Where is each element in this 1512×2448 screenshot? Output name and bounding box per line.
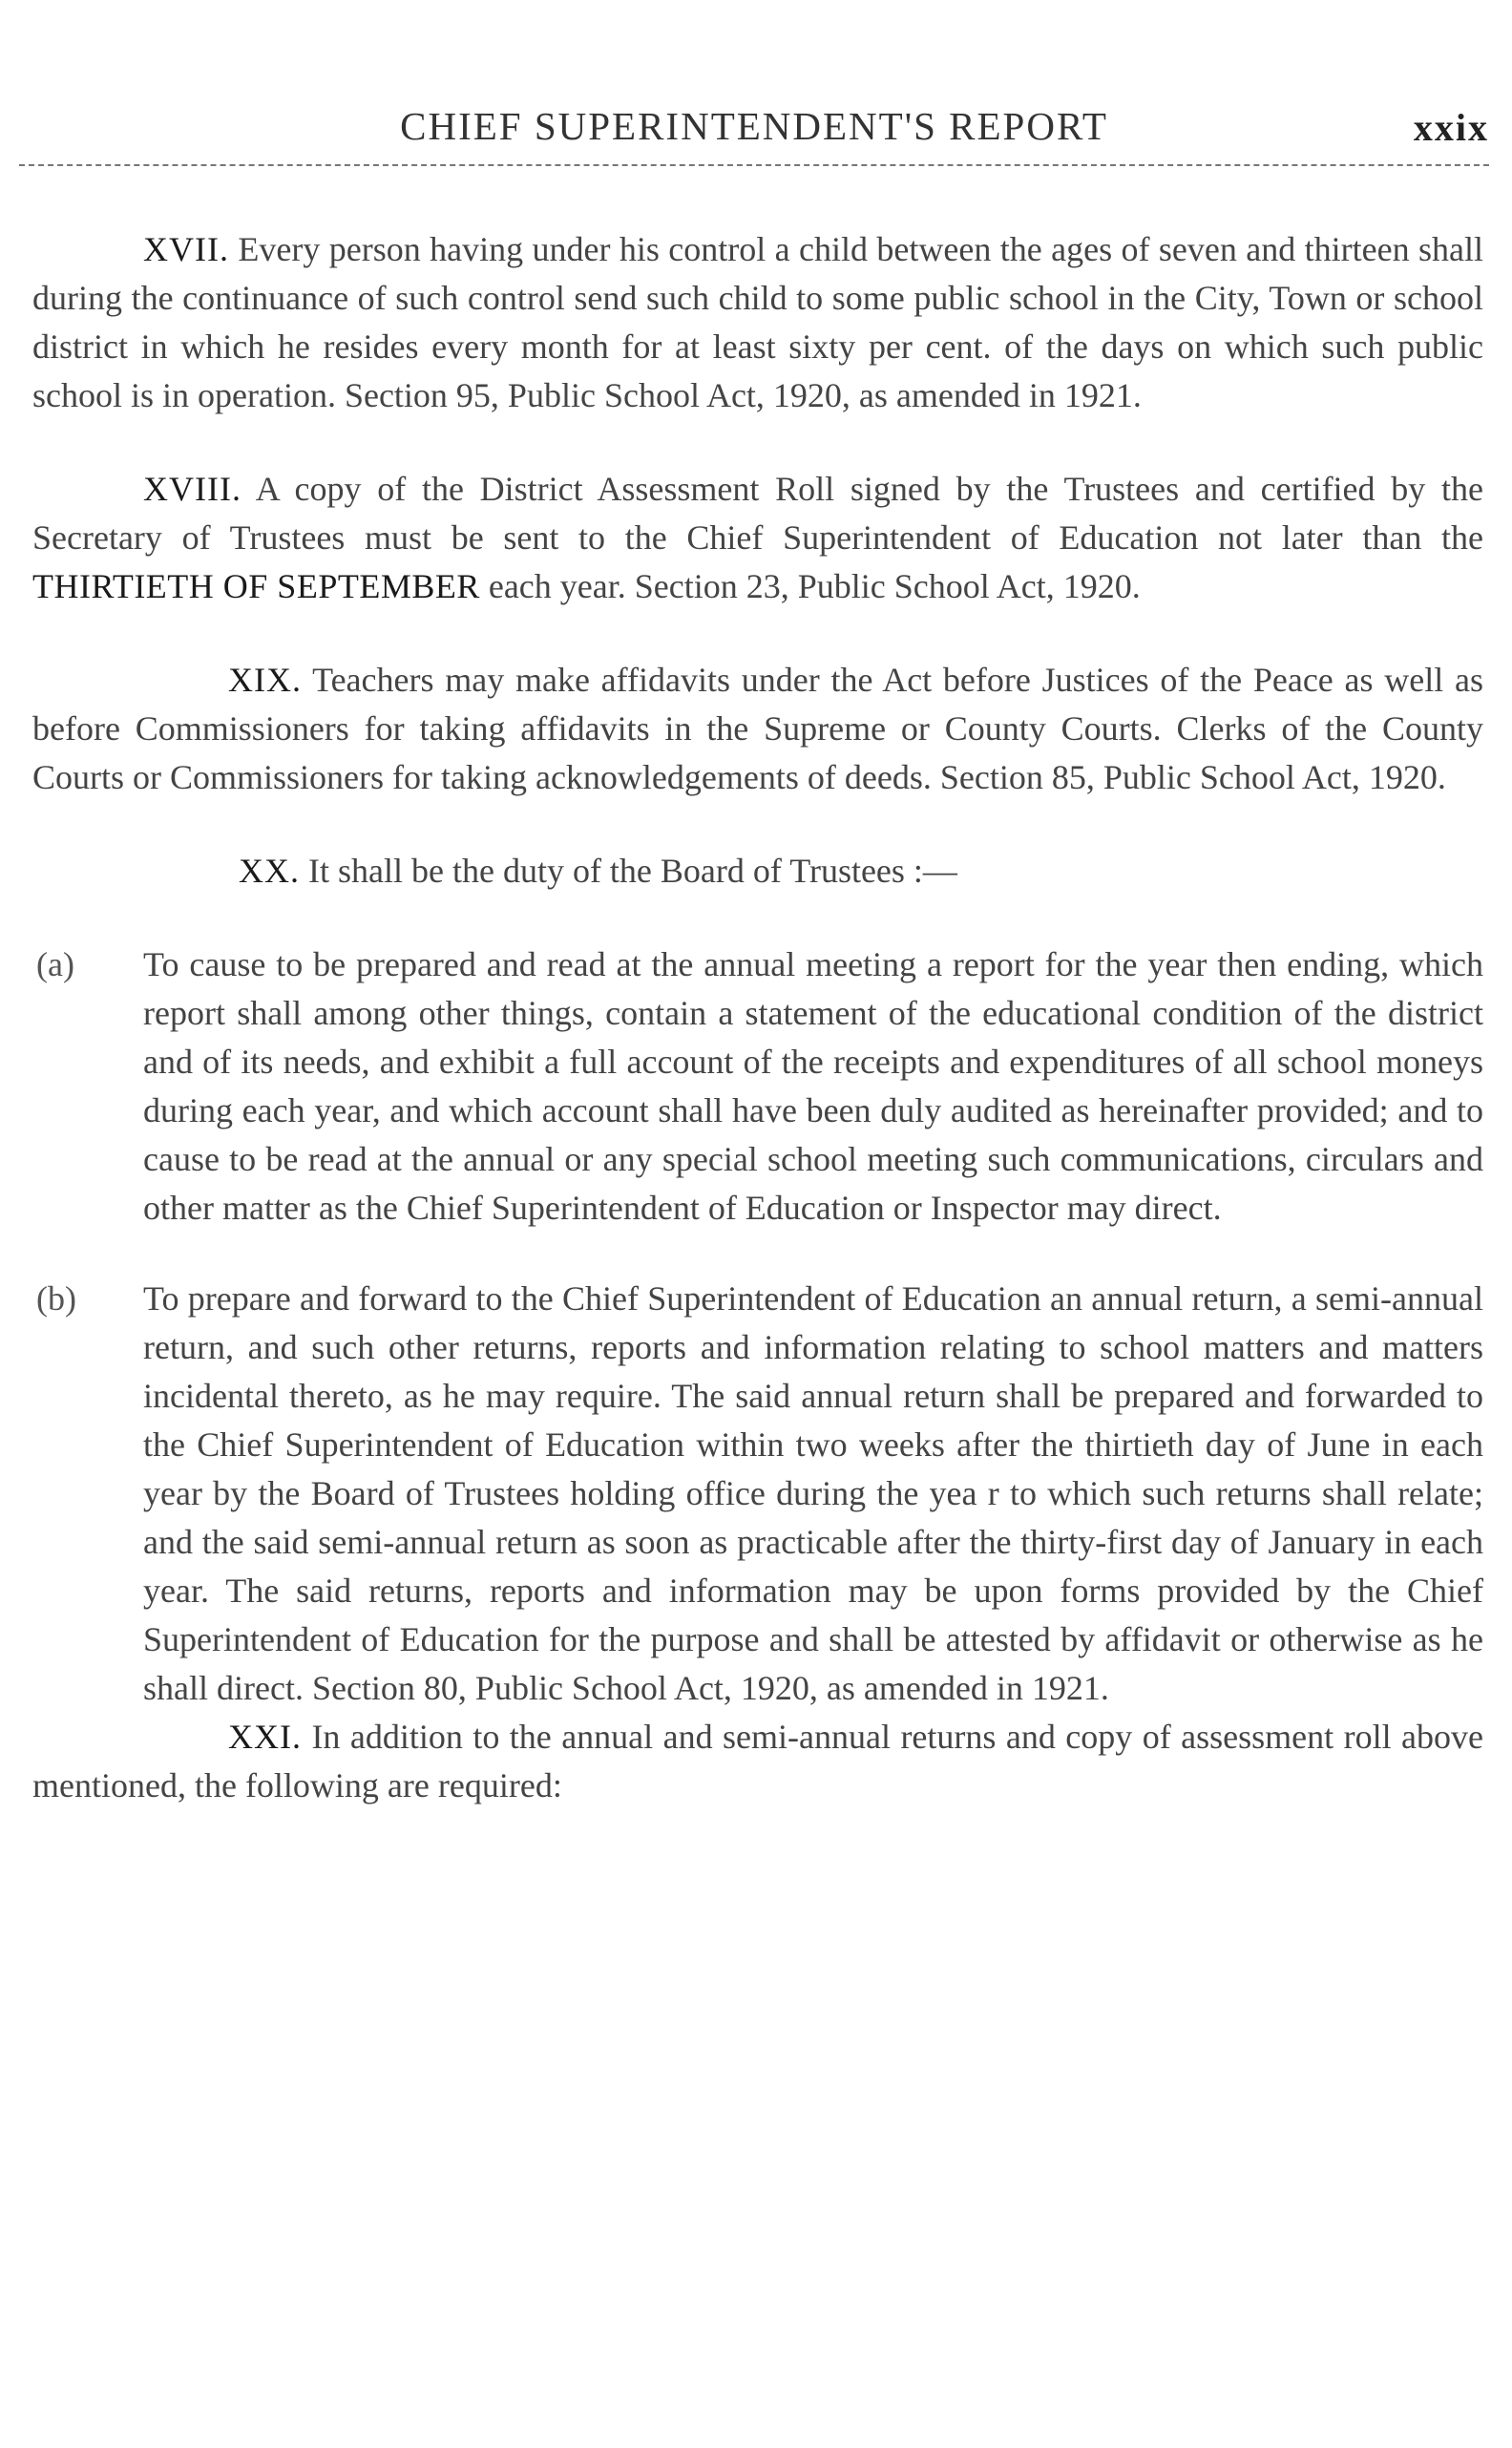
item-label: (b) (36, 1279, 76, 1318)
section-text: Teachers may make affidavits under the Act before Justices of the Peace as well as before Commissioners for taking affidavits in the Supreme or County Courts. Clerks of the County Courts or Commissioners for taking acknowledgements of deeds. Section 85, Public School Act, 1920. (32, 661, 1483, 796)
section-xx (32, 847, 1483, 896)
section-text: A copy of the District Assessment Roll signed by the Trustees and certified by the Secretary of Trustees must be sent to the Chief Superintendent of Education not later than the (32, 470, 1484, 557)
section-text-end: each year. Section 23, Public School Act, 1920. (479, 567, 1141, 605)
section-numeral: XVII. (143, 230, 229, 268)
section-text: It shall be the duty of the Board of Trustees :— (308, 852, 957, 890)
body-text (32, 225, 1483, 1810)
running-header (19, 103, 1489, 153)
header-rule (19, 164, 1489, 166)
section-text: Every person having under his control a child between the ages of seven and thirteen shall during the continuance of such control send such child to some public school in the City, Town or school district in which he resides every month for at least sixty per cent. of the days on which such public school is in operation. Section 95, Public School Act, 1920, as amended in 1921. (32, 230, 1483, 414)
item-text: To prepare and forward to the Chief Superintendent of Education an annual return, a semi-annual return, and such other returns, reports and information relating to school matters and matters incidental thereto, as he may require. The said annual return shall be prepared and forwarded to the Chief Superintendent of Education within two weeks after the thirtieth day of June in each year by the Board of Trustees holding office during the yea r to which such returns shall relate; and the said semi-annual return as soon as practicable after the thirty-first day of January in each year. The said returns, reports and information may be upon forms provided by the Chief Superintendent of Education for the purpose and shall be attested by affidavit or otherwise as he shall direct. Section 80, Public School Act, 1920, as amended in 1921. (143, 1279, 1483, 1707)
list-item-b (32, 1275, 1483, 1713)
list-item-a (32, 940, 1483, 1233)
running-title: CHIEF SUPERINTENDENT'S REPORT (400, 104, 1108, 148)
section-xvii (32, 225, 1483, 420)
item-text: To cause to be prepared and read at the annual meeting a report for the year then ending, which report shall among other things, contain a statement of the educational condition of the district and of its needs, and exhibit a full account of the receipts and expenditures of all school moneys during each year, and which account shall have been duly audited as hereinafter provided; and to cause to be read at the annual or any special school meeting such communications, circulars and other matter as the Chief Superintendent of Education or Inspector may direct. (143, 945, 1483, 1227)
section-numeral: XXI. (228, 1718, 302, 1756)
section-xxi (32, 1713, 1483, 1810)
page-number: xxix (1413, 106, 1489, 149)
section-xviii (32, 465, 1483, 611)
deadline-date: THIRTIETH OF SEPTEMBER (32, 567, 480, 605)
section-numeral: XVIII. (143, 470, 242, 508)
item-label: (a) (36, 945, 74, 983)
section-xix (32, 656, 1483, 802)
section-numeral: XIX. (228, 661, 302, 699)
section-text: In addition to the annual and semi-annual returns and copy of assessment roll above mentioned, the following are required: (32, 1718, 1483, 1804)
section-numeral: XX. (239, 852, 300, 890)
